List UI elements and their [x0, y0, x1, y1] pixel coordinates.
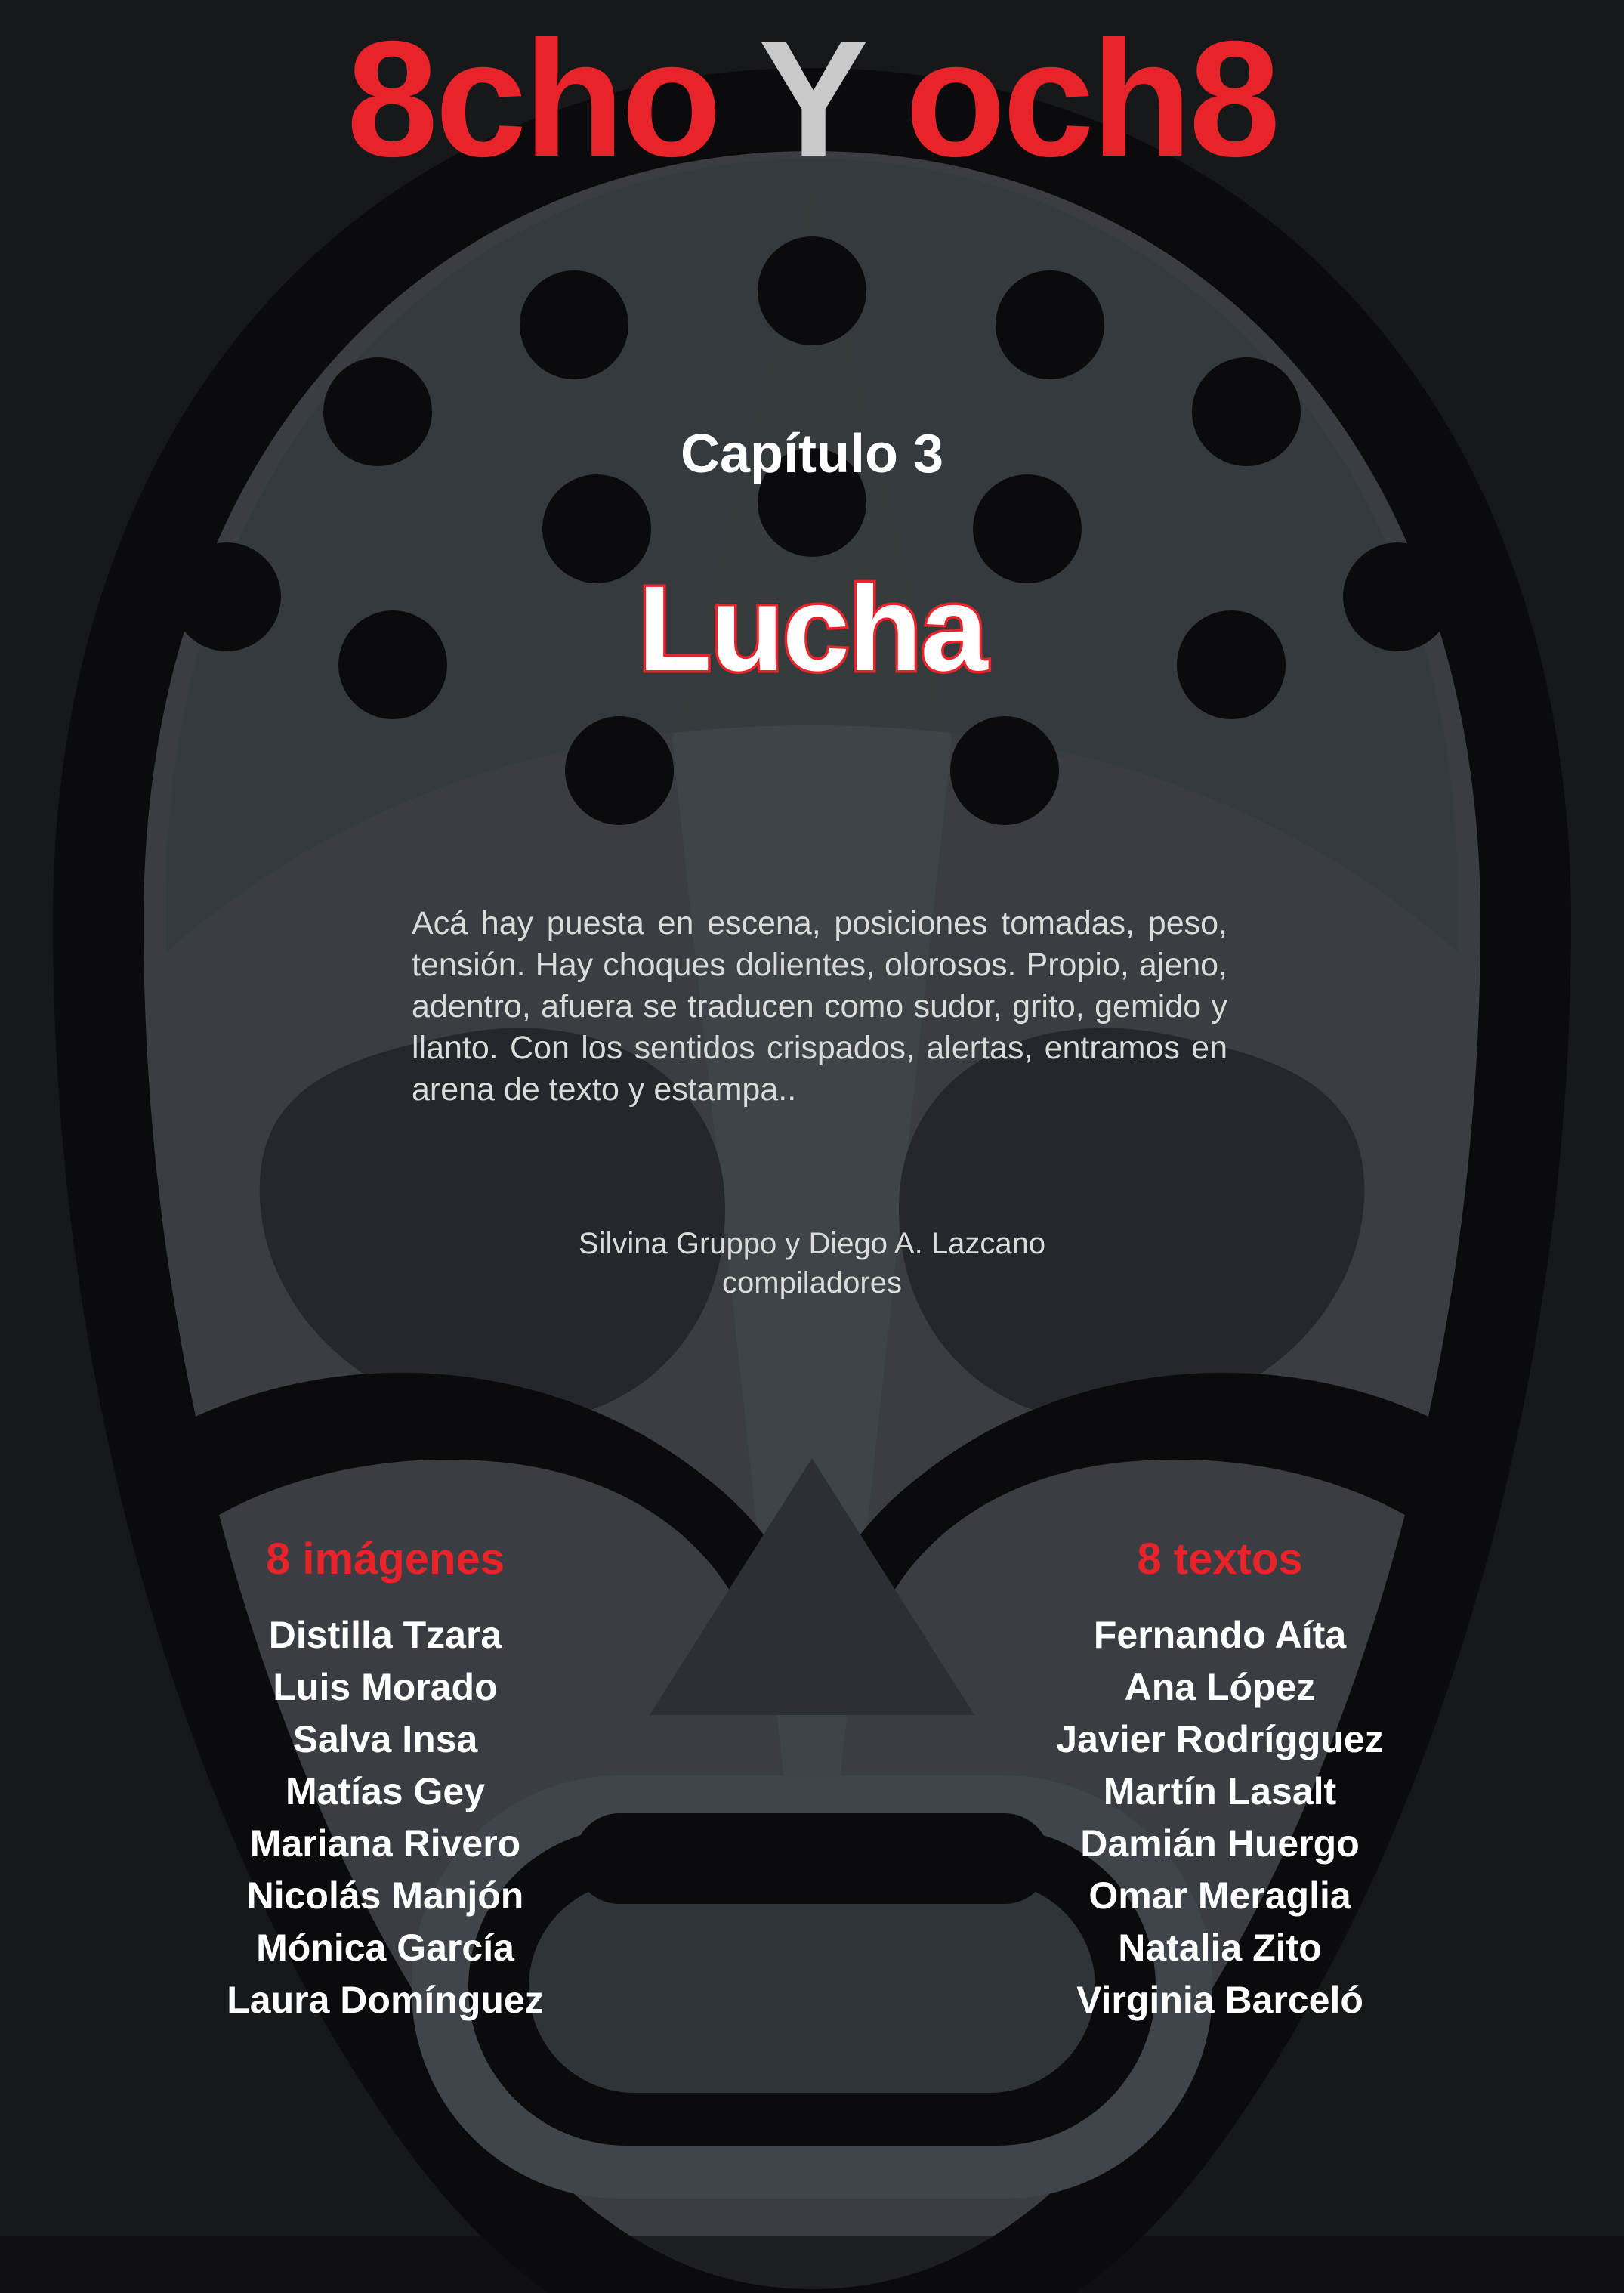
title-part-right: och8: [862, 8, 1278, 191]
poster-title: [0, 8, 1624, 191]
chapter-label: Capítulo 3: [680, 424, 943, 484]
list-item: Matías Gey: [285, 1770, 485, 1812]
texts-column-list: [1008, 1609, 1431, 2026]
list-item: Mónica García: [256, 1927, 514, 1969]
list-item: Nicolás Manjón: [246, 1874, 524, 1917]
compilers-block: [0, 1224, 1624, 1303]
list-item: Omar Meraglia: [1088, 1874, 1351, 1917]
chapter-title: Lucha: [638, 561, 986, 696]
list-item: Fernando Aíta: [1093, 1614, 1347, 1656]
list-item: Natalia Zito: [1118, 1927, 1322, 1969]
title-part-y: Y: [758, 8, 863, 191]
texts-column-heading: 8 textos: [1137, 1534, 1303, 1584]
compilers-role: compiladores: [722, 1266, 902, 1299]
list-item: Distilla Tzara: [268, 1614, 502, 1656]
list-item: Laura Domínguez: [227, 1979, 544, 2021]
list-item: Javier Rodrígguez: [1056, 1718, 1384, 1760]
blurb-text: Acá hay puesta en escena, posiciones tomadas, peso, tensión. Hay choques dolientes, olorosos. Propio, ajeno, adentro, afuera se traducen como sudor, grito, gemido y llanto. Con los sentidos crispados, alertas, entramos en arena de texto y estampa..: [412, 905, 1227, 1108]
list-item: Martín Lasalt: [1103, 1770, 1337, 1812]
images-column-list: [174, 1609, 597, 2026]
title-part-left: 8cho: [346, 8, 759, 191]
list-item: Luis Morado: [273, 1666, 498, 1708]
list-item: Mariana Rivero: [249, 1822, 521, 1865]
list-item: Ana López: [1124, 1666, 1316, 1708]
compilers-names: Silvina Gruppo y Diego A. Lazcano: [578, 1227, 1046, 1260]
list-item: Damián Huergo: [1080, 1822, 1360, 1865]
list-item: Salva Insa: [292, 1718, 478, 1760]
list-item: Virginia Barceló: [1076, 1979, 1363, 2021]
images-column-heading: 8 imágenes: [266, 1534, 505, 1584]
